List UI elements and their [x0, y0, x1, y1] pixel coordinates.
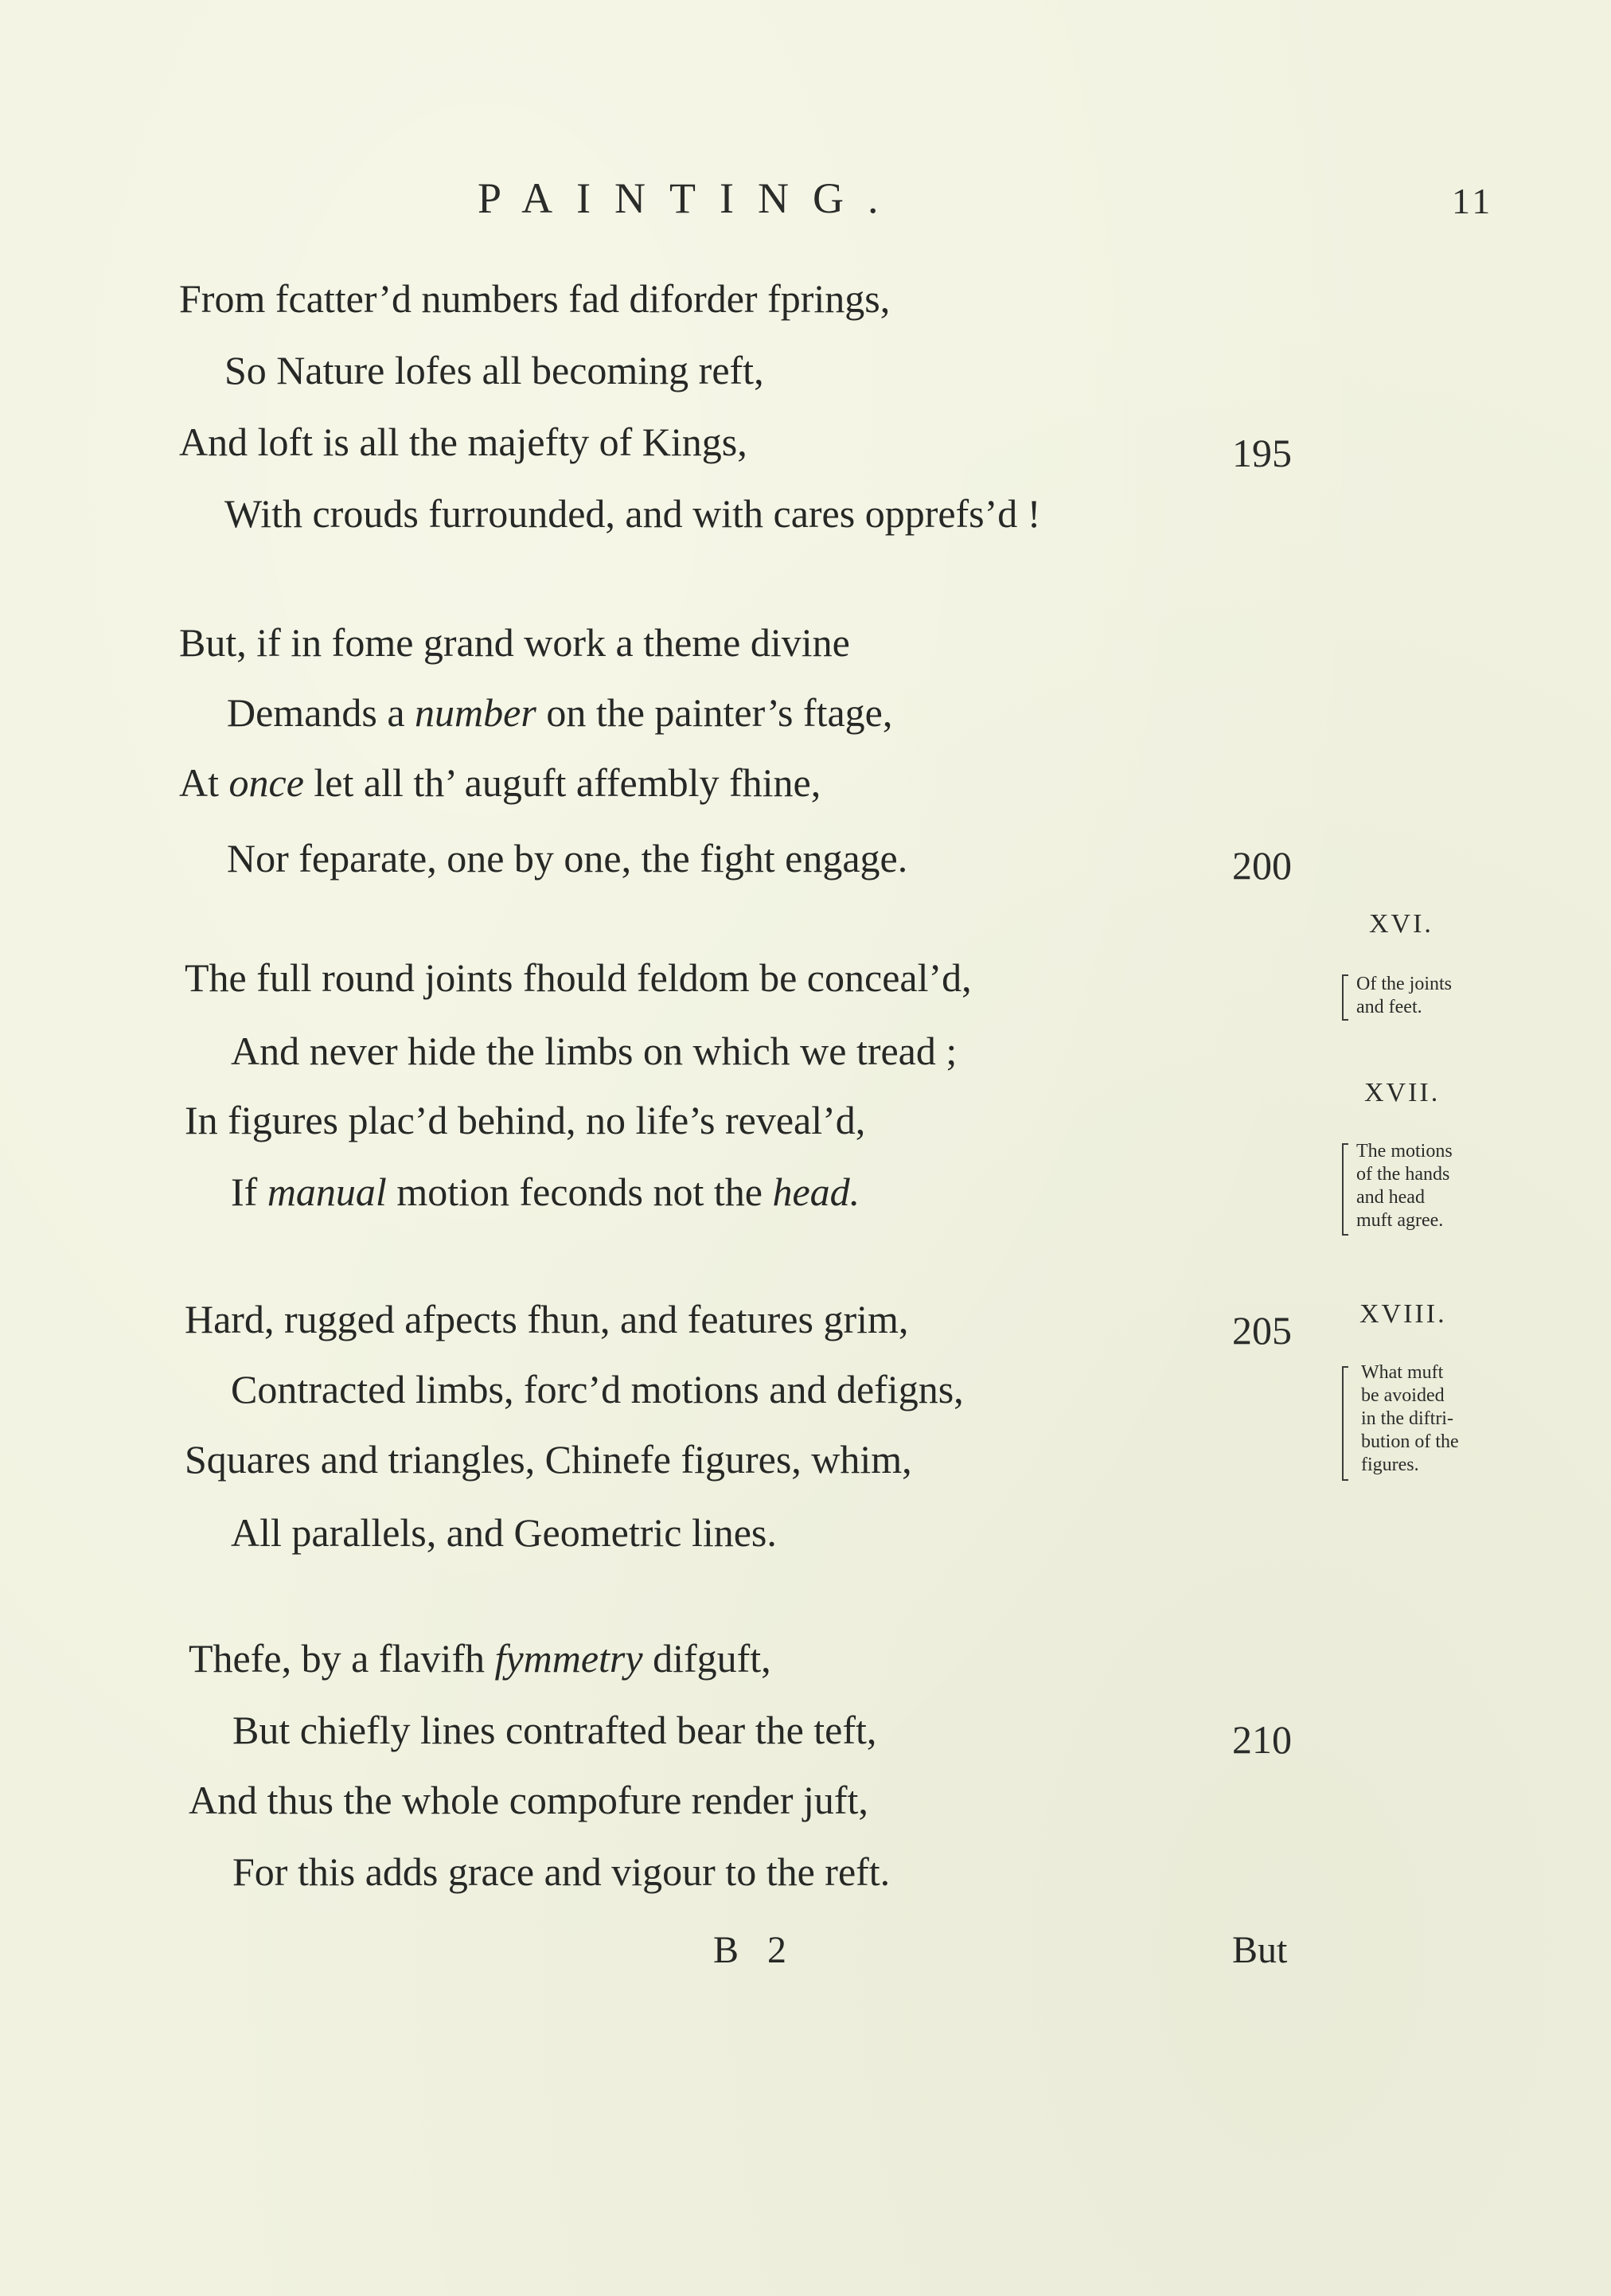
verse-line [231, 1510, 777, 1555]
side-note [1361, 1361, 1459, 1477]
italic-word: fymmetry [494, 1636, 643, 1681]
verse-text: But, if in fome grand work a theme divine [179, 620, 850, 665]
verse-line [224, 491, 1041, 536]
side-note-line: The motions [1356, 1141, 1453, 1162]
section-number: XVI. [1369, 909, 1434, 939]
side-note-line: bution of the [1361, 1431, 1459, 1452]
italic-word: head. [772, 1169, 860, 1214]
side-note-line: and head [1356, 1187, 1425, 1208]
verse-line [185, 955, 972, 1000]
line-number: 205 [1232, 1308, 1292, 1353]
verse-text: difguft, [642, 1636, 771, 1681]
brace-bracket [1342, 1143, 1344, 1236]
brace-bracket [1342, 1366, 1344, 1481]
verse-line [185, 1437, 912, 1482]
page-number: 11 [1452, 181, 1494, 221]
verse-text: And thus the whole compofure render juft, [189, 1778, 868, 1822]
section-number: XVII. [1364, 1078, 1441, 1107]
signature-mark: B 2 [713, 1929, 797, 1971]
verse-line [179, 422, 747, 462]
verse-line [227, 836, 908, 881]
section-number: XVIII. [1359, 1299, 1447, 1329]
verse-text: The full round joints fhould feldom be conceal’d, [185, 955, 972, 1000]
verse-text: Contracted limbs, forc’d motions and defigns, [231, 1367, 964, 1412]
side-note-line: be avoided [1361, 1385, 1445, 1406]
side-note-line: in the diftri- [1361, 1408, 1453, 1429]
verse-text: With crouds furrounded, and with cares opprefs’d ! [224, 491, 1041, 536]
verse-text: In figures plac’d behind, no life’s reveal’d, [185, 1098, 866, 1142]
verse-text: And never hide the limbs on which we tread ; [231, 1029, 958, 1073]
side-note-line: and feet. [1356, 997, 1422, 1017]
side-note-line: of the hands [1356, 1164, 1450, 1185]
verse-line [231, 1169, 860, 1214]
verse-line [185, 1100, 865, 1140]
line-number: 200 [1232, 843, 1292, 888]
verse-text: motion feconds not the [386, 1169, 773, 1214]
verse-line [179, 276, 891, 321]
verse-text: If [231, 1169, 267, 1214]
side-note-line: figures. [1361, 1455, 1419, 1475]
brace-bracket [1342, 974, 1344, 1021]
side-note [1356, 1140, 1453, 1232]
side-note-line: Of the joints [1356, 974, 1452, 994]
verse-line [231, 1367, 964, 1412]
italic-word: once [228, 760, 304, 805]
verse-line [179, 760, 821, 805]
verse-line [179, 620, 850, 665]
verse-text: Squares and triangles, Chinefe figures, whim, [185, 1437, 912, 1482]
verse-text: Hard, rugged afpects fhun, and features grim, [185, 1297, 909, 1341]
line-number: 195 [1232, 431, 1292, 475]
running-head: PAINTING. [478, 174, 903, 222]
verse-text: let all th’ auguft affembly fhine, [303, 760, 821, 805]
verse-line [185, 1299, 908, 1339]
catchword: But [1232, 1929, 1288, 1971]
verse-line [189, 1636, 771, 1681]
italic-word: manual [267, 1169, 387, 1214]
side-note-line: muft agree. [1356, 1210, 1444, 1231]
line-number: 210 [1232, 1717, 1292, 1762]
verse-text: Thefe, by a flavifh [189, 1636, 495, 1681]
verse-text: All parallels, and Geometric lines. [231, 1510, 777, 1555]
verse-line [232, 1849, 891, 1894]
verse-text: But chiefly lines contrafted bear the teft, [232, 1708, 877, 1752]
verse-text: on the painter’s ftage, [536, 690, 893, 735]
side-note [1356, 973, 1452, 1019]
verse-line [224, 350, 764, 390]
verse-text: From fcatter’d numbers fad diforder fprings, [179, 276, 891, 321]
italic-word: number [415, 690, 536, 735]
verse-line [231, 1031, 957, 1071]
side-note-line: What muft [1361, 1362, 1444, 1383]
verse-text: At [179, 760, 229, 805]
verse-text: And loft is all the majefty of Kings, [179, 420, 747, 464]
verse-text: For this adds grace and vigour to the reft. [232, 1849, 891, 1894]
verse-line [232, 1710, 876, 1750]
verse-line [227, 690, 893, 735]
verse-text: So Nature lofes all becoming reft, [224, 348, 764, 392]
verse-line [189, 1780, 868, 1820]
verse-text: Nor feparate, one by one, the fight engage. [227, 836, 908, 881]
verse-text: Demands a [227, 690, 415, 735]
